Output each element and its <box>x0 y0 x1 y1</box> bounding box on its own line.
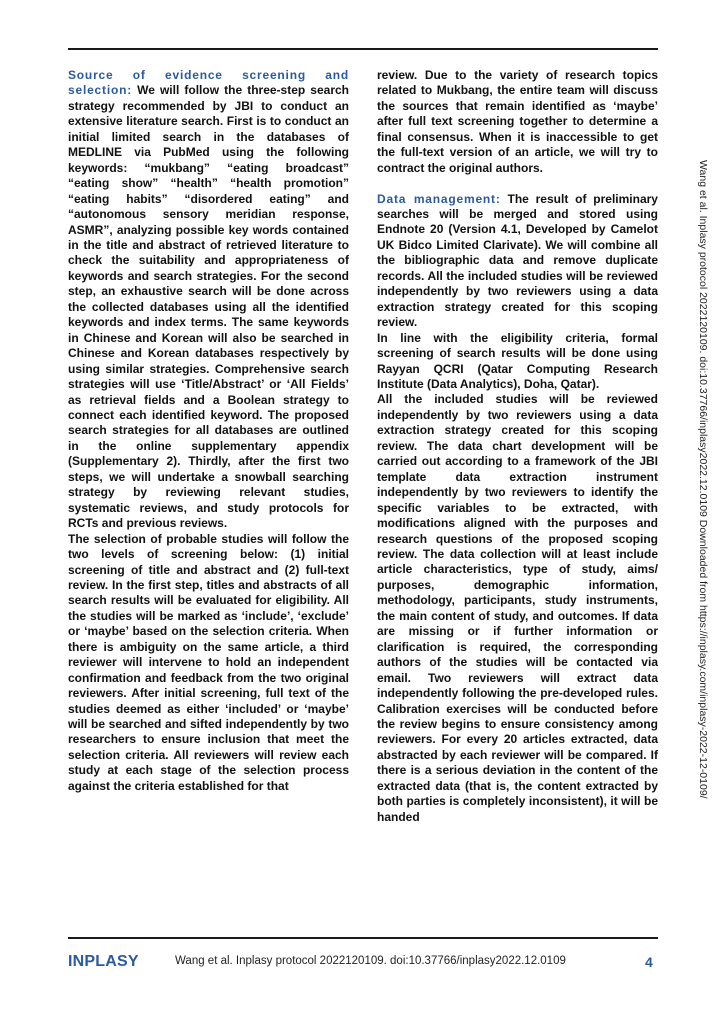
bottom-rule <box>68 937 658 939</box>
right-column <box>377 68 658 825</box>
side-note-text: Wang et al. Inplasy protocol 2022120109. doi:10.37766/inplasy2022.12.0109 Downloaded from https://inplasy.com/inplasy-2022-12-0109/ <box>697 160 709 799</box>
screening-paragraph <box>68 68 349 532</box>
extraction-paragraph: All the included studies will be reviewed independently by two reviewers using a data extraction strategy created for this scoping review. The data chart development will be carried out according to a framework of the JBI template data extraction instrument independently by two reviewers to identify the specific variables to be extracted, with modifications aligned with the purposes and research questions of the proposed scoping review. The data collection will at least include article characteristics, type of study, aims/ purposes, demographic information, methodology, participants, study instruments, the main content of study, and outcomes. If data are missing or if further information or clarification is required, the corresponding authors of the studies will be contacted via email. Two reviewers will extract data independently following the pre-developed rules. Calibration exercises will be conducted before the review begins to ensure consistency among reviewers. For every 20 articles extracted, data abstracted by each reviewer will be compared. If there is a serious deviation in the content of the extracted data (that is, the content extracted by both parties is completely inconsistent), it will be handed <box>377 392 658 824</box>
left-column <box>68 68 349 794</box>
top-rule <box>68 48 658 50</box>
data-management-text: The result of preliminary searches will be merged and stored using Endnote 20 (Version 4.1, Developed by Camelot UK Bidco Limited Clarivate). We will combine all the bibliographic data and remove duplicate records. All the included studies will be reviewed independently by two reviewers using a data extraction strategy created for this scoping review. <box>377 191 658 330</box>
screening-text: We will follow the three-step search strategy recommended by JBI to conduct an extensive literature search. First is to conduct an initial limited search in the databases of MEDLINE via PubMed using the following keywords: “mukbang” “eating broadcast” “eating show” “health” “health promotion” “eating habits” “disordered eating” and “autonomous sensory meridian response, ASMR”, analyzing possible key words contained in the title and abstract of retrieved literature to check the suitability and appropriateness of keywords and search strategies. For the second step, an exhaustive search will be done across the collected databases using all the identified keywords and index terms. The same keywords in Chinese and Korean will also be searched in Chinese and Korean databases respectively by using similar strategies. Comprehensive search strategies will use ‘Title/Abstract’ or ‘All Fields’ as retrieval fields and a Boolean strategy to connect each identified keyword. The proposed search strategies for all databases are outlined in the online supplementary appendix (Supplementary 2). Thirdly, after the first two steps, we will undertake a snowball searching strategy by reviewing relevant studies, systematic reviews, and study protocols for RCTs and previous reviews. <box>68 83 350 531</box>
footer-citation: Wang et al. Inplasy protocol 2022120109. doi:10.37766/inplasy2022.12.0109 <box>175 955 566 967</box>
continued-paragraph: review. Due to the variety of research topics related to Mukbang, the entire team will discuss the sources that remain identified as ‘maybe’ after full text screening together to determine a final consensus. When it is inaccessible to get the full-text version of an article, we will try to contract the original authors. <box>377 68 658 175</box>
footer-brand: INPLASY <box>68 953 139 970</box>
eligibility-paragraph: In line with the eligibility criteria, formal screening of search results will be done using Rayyan QCRI (Qatar Computing Research Institute (Data Analytics), Doha, Qatar). <box>377 330 658 391</box>
section-heading-data-management: Data management: <box>377 191 501 206</box>
side-download-note <box>697 160 711 800</box>
selection-paragraph: The selection of probable studies will follow the two levels of screening below: (1) initial screening of title and abstract and (2) full-text review. In the first step, titles and abstracts of all search results will be evaluated for eligibility. All the studies will be marked as ‘include’, ‘exclude’ or ‘maybe’ based on the selection criteria. When there is ambiguity on the same article, a third reviewer will intervene to hold an independent confirmation and feedback from the two original reviewers. After initial screening, full text of the studies deemed as either ‘included’ or ‘maybe’ will be searched and sifted independently by two researchers to ensure inclusion that meet the selection criteria. All reviewers will review each study at each stage of the selection process against the criteria established for that <box>68 531 349 793</box>
page-number: 4 <box>645 954 653 970</box>
section-heading-screening: Source of evidence screening and selection: <box>68 68 349 98</box>
data-management-paragraph <box>377 192 658 331</box>
